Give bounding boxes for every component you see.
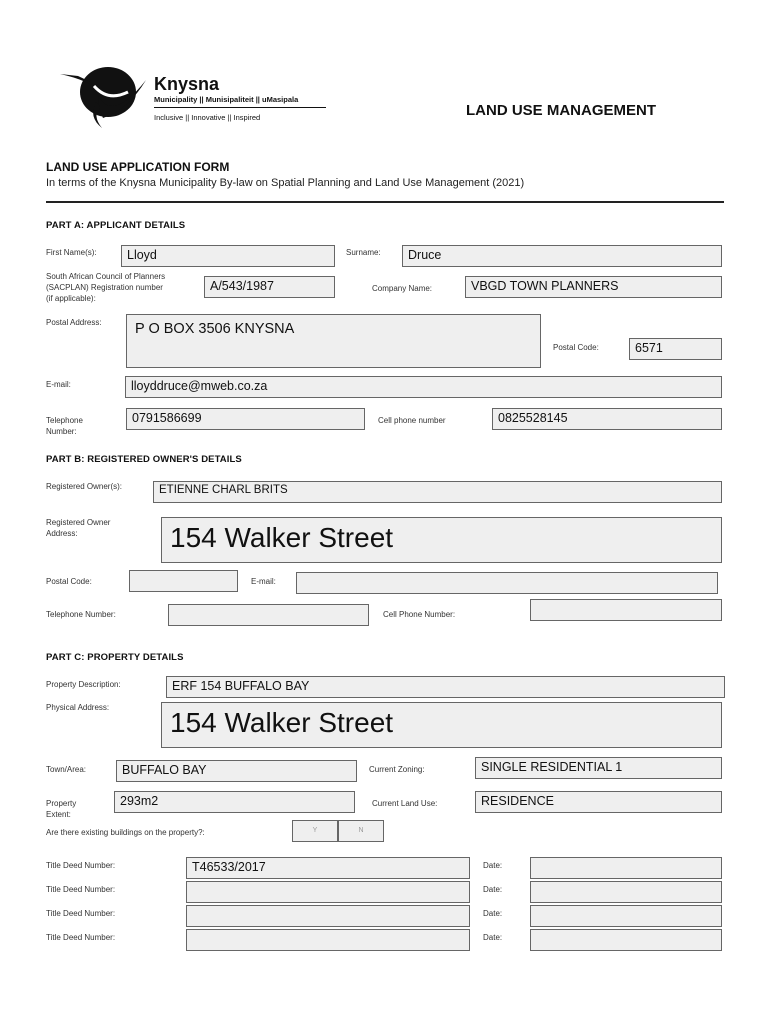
form-subtitle: In terms of the Knysna Municipality By-law on Spatial Planning and Land Use Management (2021) [46,177,525,189]
title-deed-label: Title Deed Number: [46,885,116,894]
company-label: Company Name: [372,284,433,293]
sacplan-label-1: South African Council of Planners [46,272,166,281]
date-label: Date: [483,933,503,942]
postal-code-label: Postal Code: [553,343,599,352]
owner-postal-code-field[interactable] [129,570,238,592]
surname-label: Surname: [346,248,381,257]
part-c-heading: PART C: PROPERTY DETAILS [46,652,184,663]
owner-label: Registered Owner(s): [46,482,123,491]
part-b-heading: PART B: REGISTERED OWNER'S DETAILS [46,454,242,465]
first-name-field[interactable]: Lloyd [121,245,335,267]
date-label: Date: [483,861,503,870]
postal-address-field[interactable]: P O BOX 3506 KNYSNA [126,314,541,368]
cell-label: Cell phone number [378,416,446,425]
title-deed-field[interactable] [186,929,470,951]
town-label: Town/Area: [46,765,87,774]
date-label: Date: [483,909,503,918]
telephone-label-2: Number: [46,427,77,436]
owner-email-label: E-mail: [251,577,276,586]
logo-divider [154,107,326,108]
email-label: E-mail: [46,380,71,389]
part-a-heading: PART A: APPLICANT DETAILS [46,220,186,231]
title-divider [46,201,724,203]
date-label: Date: [483,885,503,894]
date-field[interactable] [530,857,722,879]
title-deed-field[interactable] [186,905,470,927]
owner-address-label-1: Registered Owner [46,518,111,527]
email-field[interactable]: lloyddruce@mweb.co.za [125,376,722,398]
title-deed-label: Title Deed Number: [46,933,116,942]
extent-field[interactable]: 293m2 [114,791,355,813]
property-description-field[interactable]: ERF 154 BUFFALO BAY [166,676,725,698]
owner-telephone-field[interactable] [168,604,369,626]
sacplan-field[interactable]: A/543/1987 [204,276,335,298]
owner-address-field[interactable]: 154 Walker Street [161,517,722,563]
telephone-label-1: Telephone [46,416,83,425]
knysna-logo-icon [58,62,154,132]
town-field[interactable]: BUFFALO BAY [116,760,357,782]
buildings-no-option[interactable]: N [338,820,384,842]
buildings-label: Are there existing buildings on the property?: [46,828,205,837]
surname-field[interactable]: Druce [402,245,722,267]
owner-telephone-label: Telephone Number: [46,610,116,619]
land-use-label: Current Land Use: [372,799,438,808]
org-name: Knysna [154,74,220,94]
title-deed-field[interactable] [186,881,470,903]
form-title: LAND USE APPLICATION FORM [46,160,230,174]
owner-email-field[interactable] [296,572,718,594]
title-deed-label: Title Deed Number: [46,909,116,918]
physical-address-label: Physical Address: [46,703,110,712]
owner-cell-label: Cell Phone Number: [383,610,456,619]
owner-postal-code-label: Postal Code: [46,577,92,586]
owner-cell-field[interactable] [530,599,722,621]
land-use-field[interactable]: RESIDENCE [475,791,722,813]
org-subtitle: Municipality || Munisipaliteit || uMasipala [154,95,299,104]
company-field[interactable]: VBGD TOWN PLANNERS [465,276,722,298]
date-field[interactable] [530,881,722,903]
title-deed-field[interactable]: T46533/2017 [186,857,470,879]
title-deed-label: Title Deed Number: [46,861,116,870]
first-name-label: First Name(s): [46,248,97,257]
postal-code-field[interactable]: 6571 [629,338,722,360]
sacplan-label-2: (SACPLAN) Registration number [46,283,163,292]
physical-address-field[interactable]: 154 Walker Street [161,702,722,748]
zoning-label: Current Zoning: [369,765,425,774]
date-field[interactable] [530,905,722,927]
cell-field[interactable]: 0825528145 [492,408,722,430]
sacplan-label-3: (if applicable): [46,294,96,303]
extent-label-1: Property [46,799,77,808]
department-title: LAND USE MANAGEMENT [466,102,656,119]
postal-address-label: Postal Address: [46,318,102,327]
telephone-field[interactable]: 0791586699 [126,408,365,430]
buildings-yes-option[interactable]: Y [292,820,338,842]
property-description-label: Property Description: [46,680,121,689]
owner-address-label-2: Address: [46,529,78,538]
owner-field[interactable]: ETIENNE CHARL BRITS [153,481,722,503]
date-field[interactable] [530,929,722,951]
org-tagline: Inclusive || Innovative || Inspired [154,113,261,122]
zoning-field[interactable]: SINGLE RESIDENTIAL 1 [475,757,722,779]
extent-label-2: Extent: [46,810,71,819]
